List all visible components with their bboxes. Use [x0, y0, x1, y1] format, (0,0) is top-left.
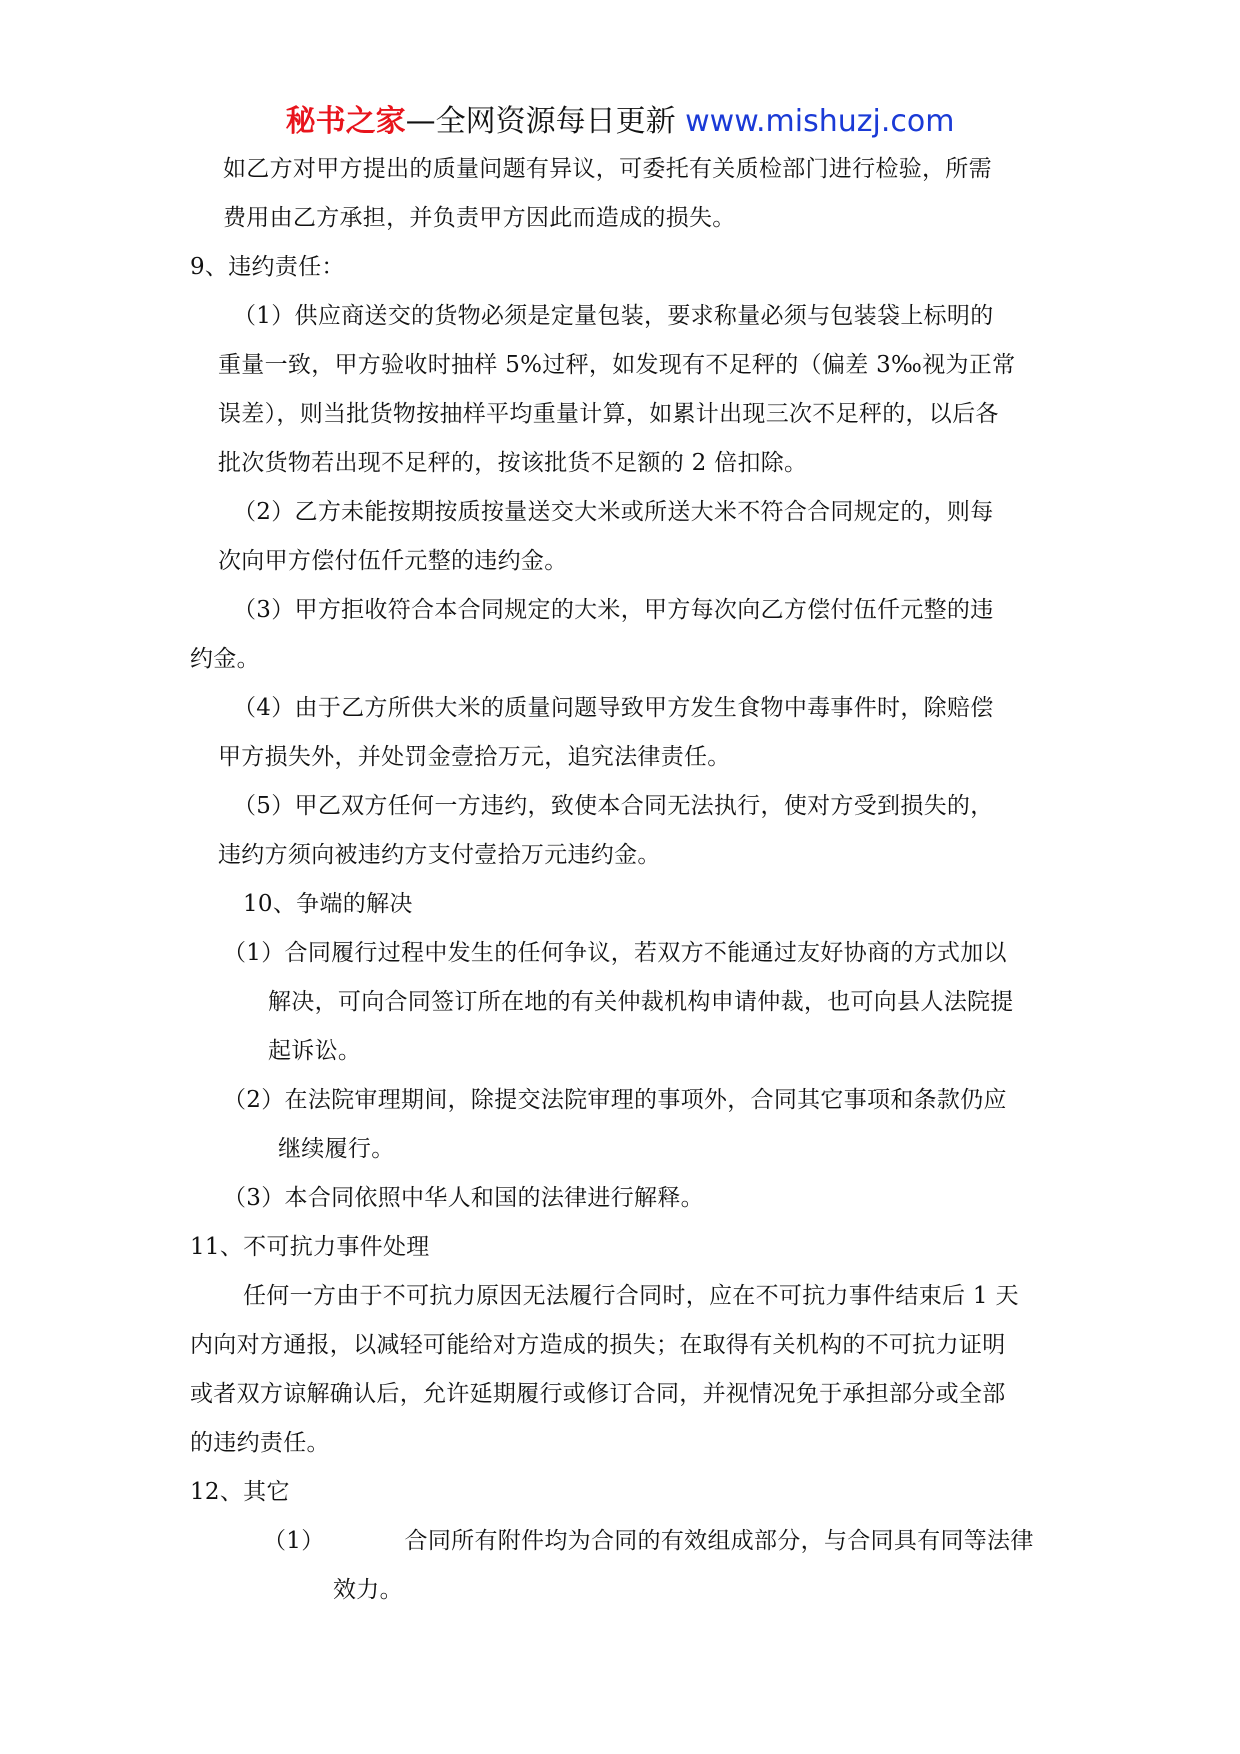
- paragraph-line: 解决，可向合同签订所在地的有关仲裁机构申请仲裁，也可向县人法院提: [268, 989, 1014, 1015]
- section-heading: 12、其它: [190, 1479, 290, 1505]
- list-item: [263, 1525, 1034, 1557]
- paragraph-line: 或者双方谅解确认后，允许延期履行或修订合同，并视情况免于承担部分或全部: [190, 1381, 1006, 1407]
- paragraph-line: （1）合同履行过程中发生的任何争议，若双方不能通过友好协商的方式加以: [223, 940, 1007, 966]
- paragraph-line: 如乙方对甲方提出的质量问题有异议，可委托有关质检部门进行检验，所需: [223, 156, 992, 182]
- brand-name: 秘书之家: [285, 104, 406, 139]
- slogan: —全网资源每日更新: [405, 104, 676, 139]
- paragraph-line: 继续履行。: [278, 1136, 395, 1162]
- section-heading: 9、违约责任：: [190, 254, 345, 280]
- site-watermark-header: [0, 100, 1240, 144]
- paragraph-line: 内向对方通报，以减轻可能给对方造成的损失；在取得有关机构的不可抗力证明: [190, 1332, 1006, 1358]
- paragraph-line: 起诉讼。: [268, 1038, 362, 1064]
- paragraph-line: （3）甲方拒收符合本合同规定的大米，甲方每次向乙方偿付伍仟元整的违: [233, 597, 994, 623]
- paragraph-line: 重量一致，甲方验收时抽样 5%过秤，如发现有不足秤的（偏差 3‰视为正常: [218, 352, 1016, 378]
- paragraph-line: （1）供应商送交的货物必须是定量包装，要求称量必须与包装袋上标明的: [233, 303, 994, 329]
- paragraph-line: （2）乙方未能按期按质按量送交大米或所送大米不符合合同规定的，则每: [233, 499, 994, 525]
- paragraph-line: （4）由于乙方所供大米的质量问题导致甲方发生食物中毒事件时，除赔偿: [233, 695, 994, 721]
- paragraph-line: 任何一方由于不可抗力原因无法履行合同时，应在不可抗力事件结束后 1 天: [243, 1283, 1019, 1309]
- list-item-number: （1）: [263, 1528, 325, 1554]
- paragraph-line: 费用由乙方承担，并负责甲方因此而造成的损失。: [223, 205, 736, 231]
- paragraph-line: 误差），则当批货物按抽样平均重量计算，如累计出现三次不足秤的，以后各: [218, 401, 999, 427]
- list-item-text: 合同所有附件均为合同的有效组成部分，与合同具有同等法律: [404, 1528, 1034, 1554]
- paragraph-line: （2）在法院审理期间，除提交法院审理的事项外，合同其它事项和条款仍应: [223, 1087, 1007, 1113]
- paragraph-line: 约金。: [190, 646, 260, 672]
- paragraph-line: （3）本合同依照中华人和国的法律进行解释。: [223, 1185, 704, 1211]
- paragraph-line: 次向甲方偿付伍仟元整的违约金。: [218, 548, 568, 574]
- paragraph-line: 的违约责任。: [190, 1430, 330, 1456]
- section-heading: 11、不可抗力事件处理: [190, 1234, 430, 1260]
- paragraph-line: 效力。: [333, 1577, 403, 1603]
- paragraph-line: 甲方损失外，并处罚金壹拾万元，追究法律责任。: [218, 744, 731, 770]
- paragraph-line: （5）甲乙双方任何一方违约，致使本合同无法执行，使对方受到损失的，: [233, 793, 994, 819]
- site-url[interactable]: www.mishuzj.com: [685, 104, 955, 139]
- section-heading: 10、争端的解决: [243, 891, 413, 917]
- paragraph-line: 违约方须向被违约方支付壹拾万元违约金。: [218, 842, 661, 868]
- paragraph-line: 批次货物若出现不足秤的，按该批货不足额的 2 倍扣除。: [218, 450, 808, 476]
